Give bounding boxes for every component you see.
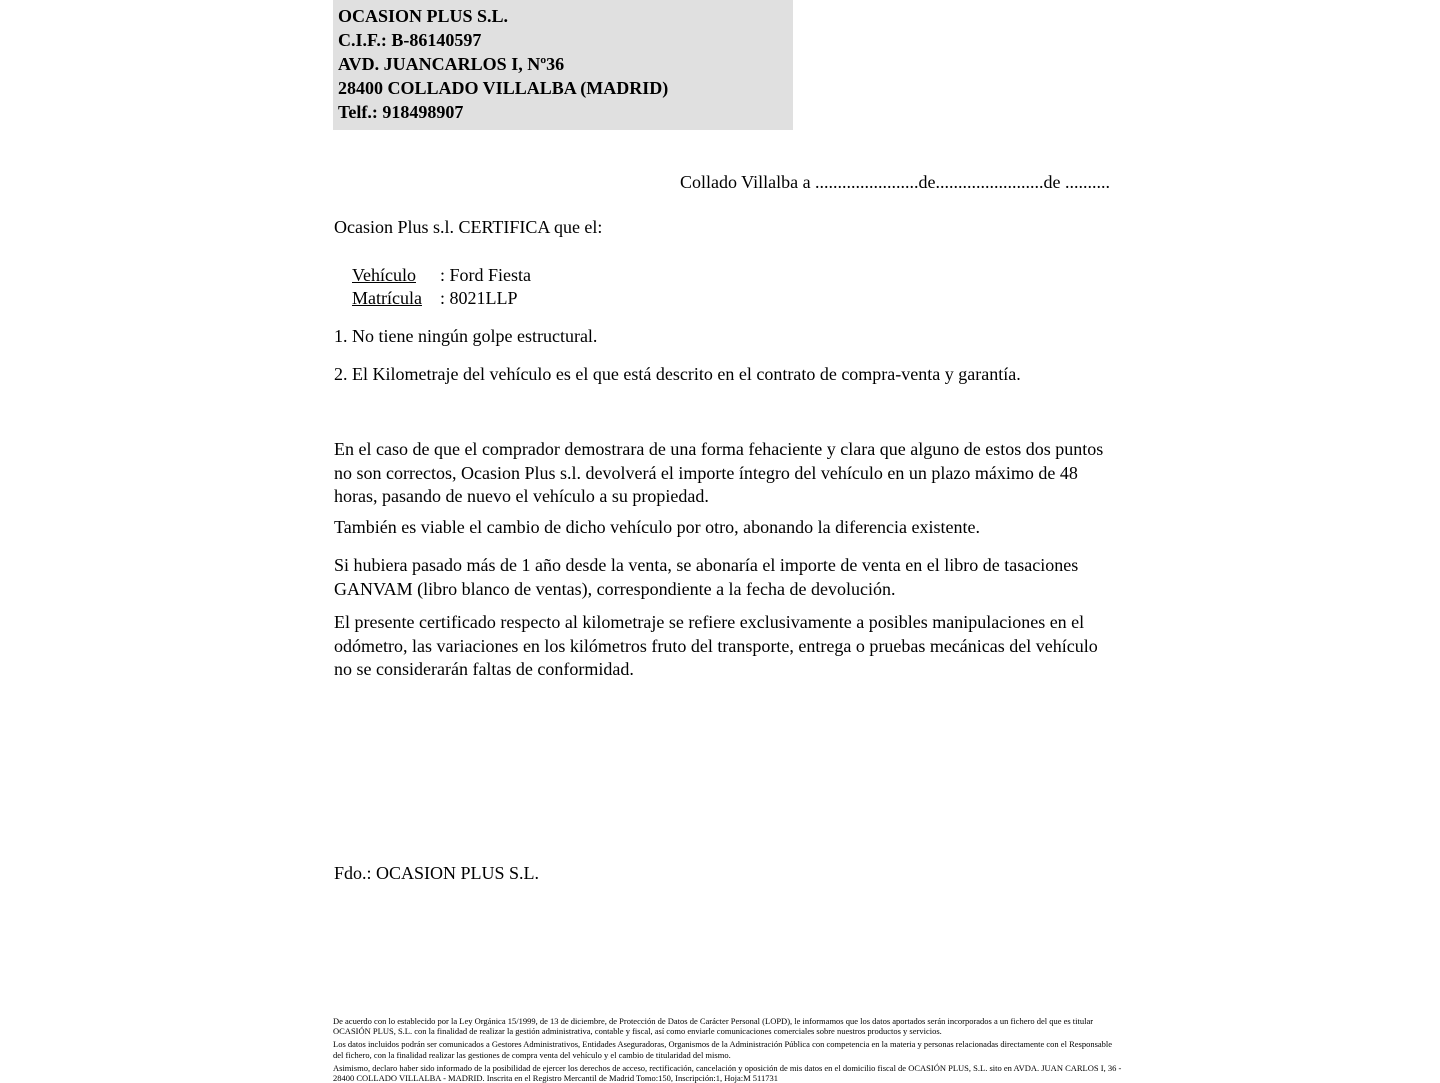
certification-point-1: 1. No tiene ningún golpe estructural. <box>334 326 598 346</box>
legal-notice-paragraph-2: Los datos incluidos podrán ser comunicados a Gestores Administrativos, Entidades Aseguradoras, Organismos de la Administración Pública con competencia en la materia y personas relacionadas directamente con el Responsable del fichero, con la finalidad realizar las gestiones de compra venta del vehículo y el cambio de titularidad del mismo. <box>333 1039 1113 1060</box>
body-paragraph-3: Si hubiera pasado más de 1 año desde la venta, se abonaría el importe de venta en el libro de tasaciones GANVAM (libro blanco de ventas), correspondiente a la fecha de devolución. <box>334 555 1079 599</box>
signature-line: Fdo.: OCASION PLUS S.L. <box>334 863 540 883</box>
legal-notice <box>333 1016 1123 1083</box>
letterhead-city: 28400 COLLADO VILLALBA (MADRID) <box>338 78 669 98</box>
letterhead-phone: Telf.: 918498907 <box>338 102 464 122</box>
body-paragraph-4: El presente certificado respecto al kilometraje se refiere exclusivamente a posibles manipulaciones en el odómetro, las variaciones en los kilómetros fruto del transporte, entrega o pruebas mecánicas del vehículo no se considerarán faltas de conformidad. <box>334 612 1098 679</box>
letterhead-company-name: OCASION PLUS S.L. <box>338 6 509 26</box>
body-paragraph-1: En el caso de que el comprador demostrara de una forma fehaciente y clara que alguno de estos dos puntos no son correctos, Ocasion Plus s.l. devolverá el importe íntegro del vehículo en un plazo máximo de 48 horas, pasando de nuevo el vehículo a su propiedad. <box>334 439 1104 506</box>
field-vehiculo-separator: : <box>440 265 450 285</box>
field-matricula-value: 8021LLP <box>449 288 518 308</box>
legal-notice-paragraph-1: De acuerdo con lo establecido por la Ley Orgánica 15/1999, de 13 de diciembre, de Protección de Datos de Carácter Personal (LOPD), le informamos que los datos aportados serán incorporados a un fichero del que es titular OCASIÓN PLUS, S.L. con la finalidad de realizar la gestión administrativa, contable y fiscal, así como enviarle comunicaciones comerciales sobre nuestros productos y servicios. <box>333 1016 1094 1037</box>
letterhead-street: AVD. JUANCARLOS I, Nº36 <box>338 54 565 74</box>
legal-notice-paragraph-3: Asimismo, declaro haber sido informado de la posibilidad de ejercer los derechos de acceso, rectificación, cancelación y oposición de mis datos en el domicilio fiscal de OCASIÓN PLUS, S.L. sito en AVDA. JUAN CARLOS I, 36 - 28400 COLLADO VILLALBA - MADRID. Inscrita en el Registro Mercantil de Madrid Tomo:150, Inscripción:1, Hoja:M 511731 <box>333 1062 1122 1083</box>
field-matricula-label: Matrícula <box>352 288 422 308</box>
field-matricula-separator: : <box>440 288 450 308</box>
certification-point-2: 2. El Kilometraje del vehículo es el que está descrito en el contrato de compra-venta y garantía. <box>334 364 1021 384</box>
dateline: Collado Villalba a .......................de........................de .......... <box>680 172 1111 192</box>
certifies-intro: Ocasion Plus s.l. CERTIFICA que el: <box>334 217 603 237</box>
body-paragraph-2: También es viable el cambio de dicho vehículo por otro, abonando la diferencia existente. <box>334 517 981 537</box>
field-vehiculo-value: Ford Fiesta <box>449 265 532 285</box>
letterhead-block <box>333 0 793 130</box>
field-vehiculo-label: Vehículo <box>352 265 416 285</box>
letterhead-cif: C.I.F.: B-86140597 <box>338 30 482 50</box>
